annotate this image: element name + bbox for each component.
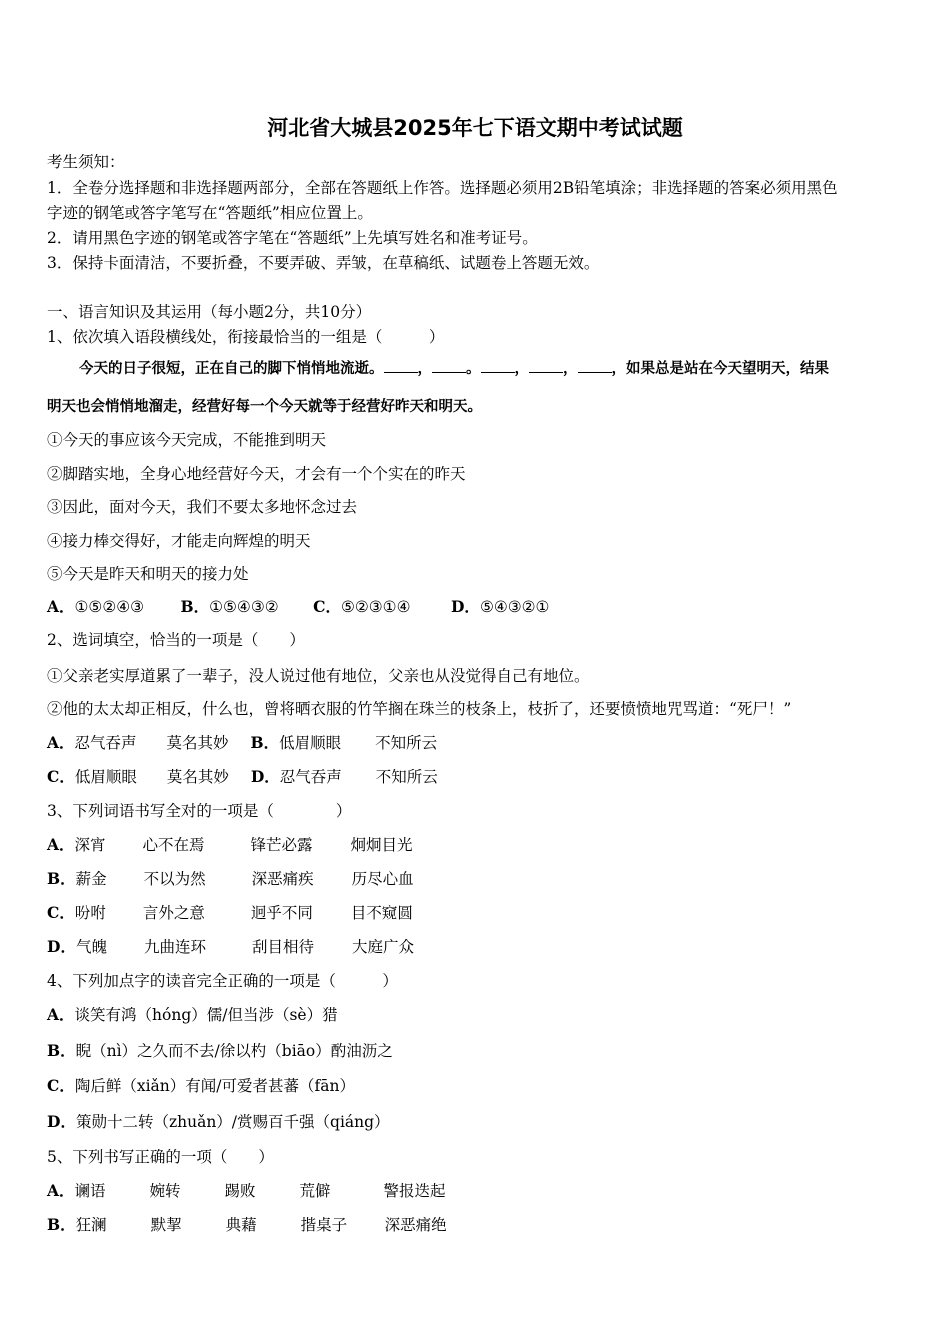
option-label: B．: [250, 733, 280, 752]
word: 婉转: [149, 1182, 181, 1200]
page-title: 河北省大城县2025年七下语文期中考试试题: [267, 116, 683, 140]
option-label: C．: [47, 903, 75, 922]
punct: 。: [466, 360, 481, 377]
option-label: B．: [47, 1215, 76, 1234]
word: 刮目相待: [251, 938, 314, 956]
q1-item: ⑤今天是昨天和明天的接力处: [47, 565, 249, 583]
option-label: A．: [47, 733, 75, 752]
q1-item: ①今天的事应该今天完成，不能推到明天: [47, 431, 327, 449]
q2-options-row: [47, 767, 438, 787]
option-b-word-1[interactable]: 低眉顺眼: [279, 734, 342, 752]
option-b-word-2[interactable]: 不知所云: [375, 734, 438, 752]
option-label: A．: [47, 835, 75, 854]
word: 言外之意: [142, 904, 205, 922]
q3-option-c[interactable]: [47, 903, 413, 923]
q1-item: ③因此，面对今天，我们不要太多地怀念过去: [47, 498, 358, 516]
punct: ，: [563, 360, 578, 377]
option-label: A．: [47, 1005, 75, 1024]
q1-item: ②脚踏实地，全身心地经营好今天，才会有一个个实在的昨天: [47, 465, 466, 483]
option-c[interactable]: ⑤②③①④: [340, 598, 411, 616]
option-c-word-1[interactable]: 低眉顺眼: [74, 768, 137, 786]
q4-option-a[interactable]: [47, 1005, 338, 1025]
option-label: D．: [450, 597, 480, 616]
word: 九曲连环: [143, 938, 206, 956]
word: 荒僻: [299, 1182, 331, 1200]
word: 深恶痛绝: [384, 1216, 447, 1234]
q4-option-c[interactable]: [47, 1076, 355, 1096]
question-1-passage: [47, 350, 907, 426]
word: 气魄: [75, 938, 107, 956]
q1-item: ④接力棒交得好，才能走向辉煌的明天: [47, 532, 311, 550]
word: 心不在焉: [142, 836, 205, 854]
word: 警报迭起: [383, 1182, 446, 1200]
option-a-word-2[interactable]: 莫名其妙: [166, 734, 229, 752]
notice-line: 3．保持卡面清洁，不要折叠，不要弄破、弄皱，在草稿纸、试题卷上答题无效。: [47, 254, 600, 272]
q3-option-b[interactable]: [47, 869, 414, 889]
word: 深宵: [74, 836, 106, 854]
option-d-word-1[interactable]: 忍气吞声: [279, 768, 342, 786]
fill-blank: [432, 358, 466, 373]
section-heading: 一、语言知识及其运用（每小题2分，共10分）: [47, 303, 372, 321]
option-d-word-2[interactable]: 不知所云: [375, 768, 438, 786]
q3-option-d[interactable]: [47, 937, 414, 957]
word: 深恶痛疾: [251, 870, 314, 888]
option-text: 谈笑有鸿（hóng）儒/但当涉（sè）猎: [74, 1006, 338, 1024]
punct: ，: [417, 360, 432, 377]
q2-options-row: [47, 733, 437, 753]
option-label: B．: [47, 1041, 76, 1060]
q3-option-a[interactable]: [47, 835, 413, 855]
option-label: C．: [313, 597, 341, 616]
word: 历尽心血: [351, 870, 414, 888]
word: 典藉: [225, 1216, 257, 1234]
q4-option-b[interactable]: [47, 1041, 393, 1061]
question-2-stem: 2、选词填空，恰当的一项是（ ）: [47, 631, 305, 649]
q2-item: ②他的太太却正相反，什么也，曾将晒衣服的竹竿搁在珠兰的枝条上，枝折了，还要愤愤地咒骂道：“死尸！”: [47, 700, 792, 718]
option-label: D．: [47, 937, 76, 956]
fill-blank: [481, 358, 515, 373]
option-text: 策勋十二转（zhuǎn）/赏赐百千强（qiáng）: [75, 1113, 390, 1131]
passage-text: ，如果总是站在今天望明天，结果: [611, 360, 829, 377]
option-label: D．: [47, 1112, 76, 1131]
word: 狂澜: [75, 1216, 107, 1234]
word: 不以为然: [143, 870, 206, 888]
word: 吩咐: [74, 904, 106, 922]
punct: ，: [514, 360, 529, 377]
option-label: A．: [47, 1181, 75, 1200]
word: 锋芒必露: [250, 836, 313, 854]
q1-options: [47, 597, 549, 617]
q5-option-a[interactable]: [47, 1181, 446, 1201]
word: 大庭广众: [351, 938, 414, 956]
option-label: B．: [180, 597, 210, 616]
word: 默挈: [150, 1216, 182, 1234]
word: 揩桌子: [300, 1216, 348, 1234]
word: 谰语: [74, 1182, 106, 1200]
option-label: B．: [47, 869, 76, 888]
passage-text: 今天的日子很短，正在自己的脚下悄悄地流逝。: [79, 360, 384, 377]
fill-blank: [384, 358, 418, 373]
notice-heading: 考生须知：: [47, 153, 125, 171]
word: 迥乎不同: [250, 904, 313, 922]
notice-line: 2．请用黑色字迹的钢笔或答字笔在“答题纸”上先填写姓名和准考证号。: [47, 229, 538, 247]
option-b[interactable]: ①⑤④③②: [209, 598, 279, 616]
notice-line: 字迹的钢笔或答字笔写在“答题纸”相应位置上。: [47, 204, 373, 222]
option-c-word-2[interactable]: 莫名其妙: [166, 768, 229, 786]
word: 薪金: [75, 870, 107, 888]
question-1-stem: 1、依次填入语段横线处，衔接最恰当的一组是（ ）: [47, 328, 445, 346]
option-label: A．: [47, 597, 75, 616]
fill-blank: [578, 358, 612, 373]
word: 踢败: [224, 1182, 256, 1200]
question-3-stem: 3、下列词语书写全对的一项是（ ）: [47, 802, 352, 820]
word: 炯炯目光: [350, 836, 413, 854]
question-4-stem: 4、下列加点字的读音完全正确的一项是（ ）: [47, 972, 398, 990]
question-5-stem: 5、下列书写正确的一项（ ）: [47, 1148, 274, 1166]
option-d[interactable]: ⑤④③②①: [479, 598, 550, 616]
option-label: C．: [47, 767, 75, 786]
q4-option-d[interactable]: [47, 1112, 390, 1132]
fill-blank: [529, 358, 563, 373]
word: 目不窥圆: [350, 904, 413, 922]
option-text: 陶后鲜（xiǎn）有闻/可爱者甚蕃（fān）: [74, 1077, 355, 1095]
passage-text: 明天也会悄悄地溜走，经营好每一个今天就等于经营好昨天和明天。: [47, 398, 482, 415]
option-label: C．: [47, 1076, 75, 1095]
notice-line: 1．全卷分选择题和非选择题两部分，全部在答题纸上作答。选择题必须用2B铅笔填涂；非选择题的答案必须用黑色: [47, 179, 838, 197]
option-a-word-1[interactable]: 忍气吞声: [74, 734, 137, 752]
q5-option-b[interactable]: [47, 1215, 447, 1235]
option-text: 睨（nì）之久而不去/徐以杓（biāo）酌油沥之: [75, 1042, 393, 1060]
option-a[interactable]: ①⑤②④③: [74, 598, 145, 616]
option-label: D．: [250, 767, 280, 786]
q2-item: ①父亲老实厚道累了一辈子，没人说过他有地位，父亲也从没觉得自己有地位。: [47, 667, 590, 685]
